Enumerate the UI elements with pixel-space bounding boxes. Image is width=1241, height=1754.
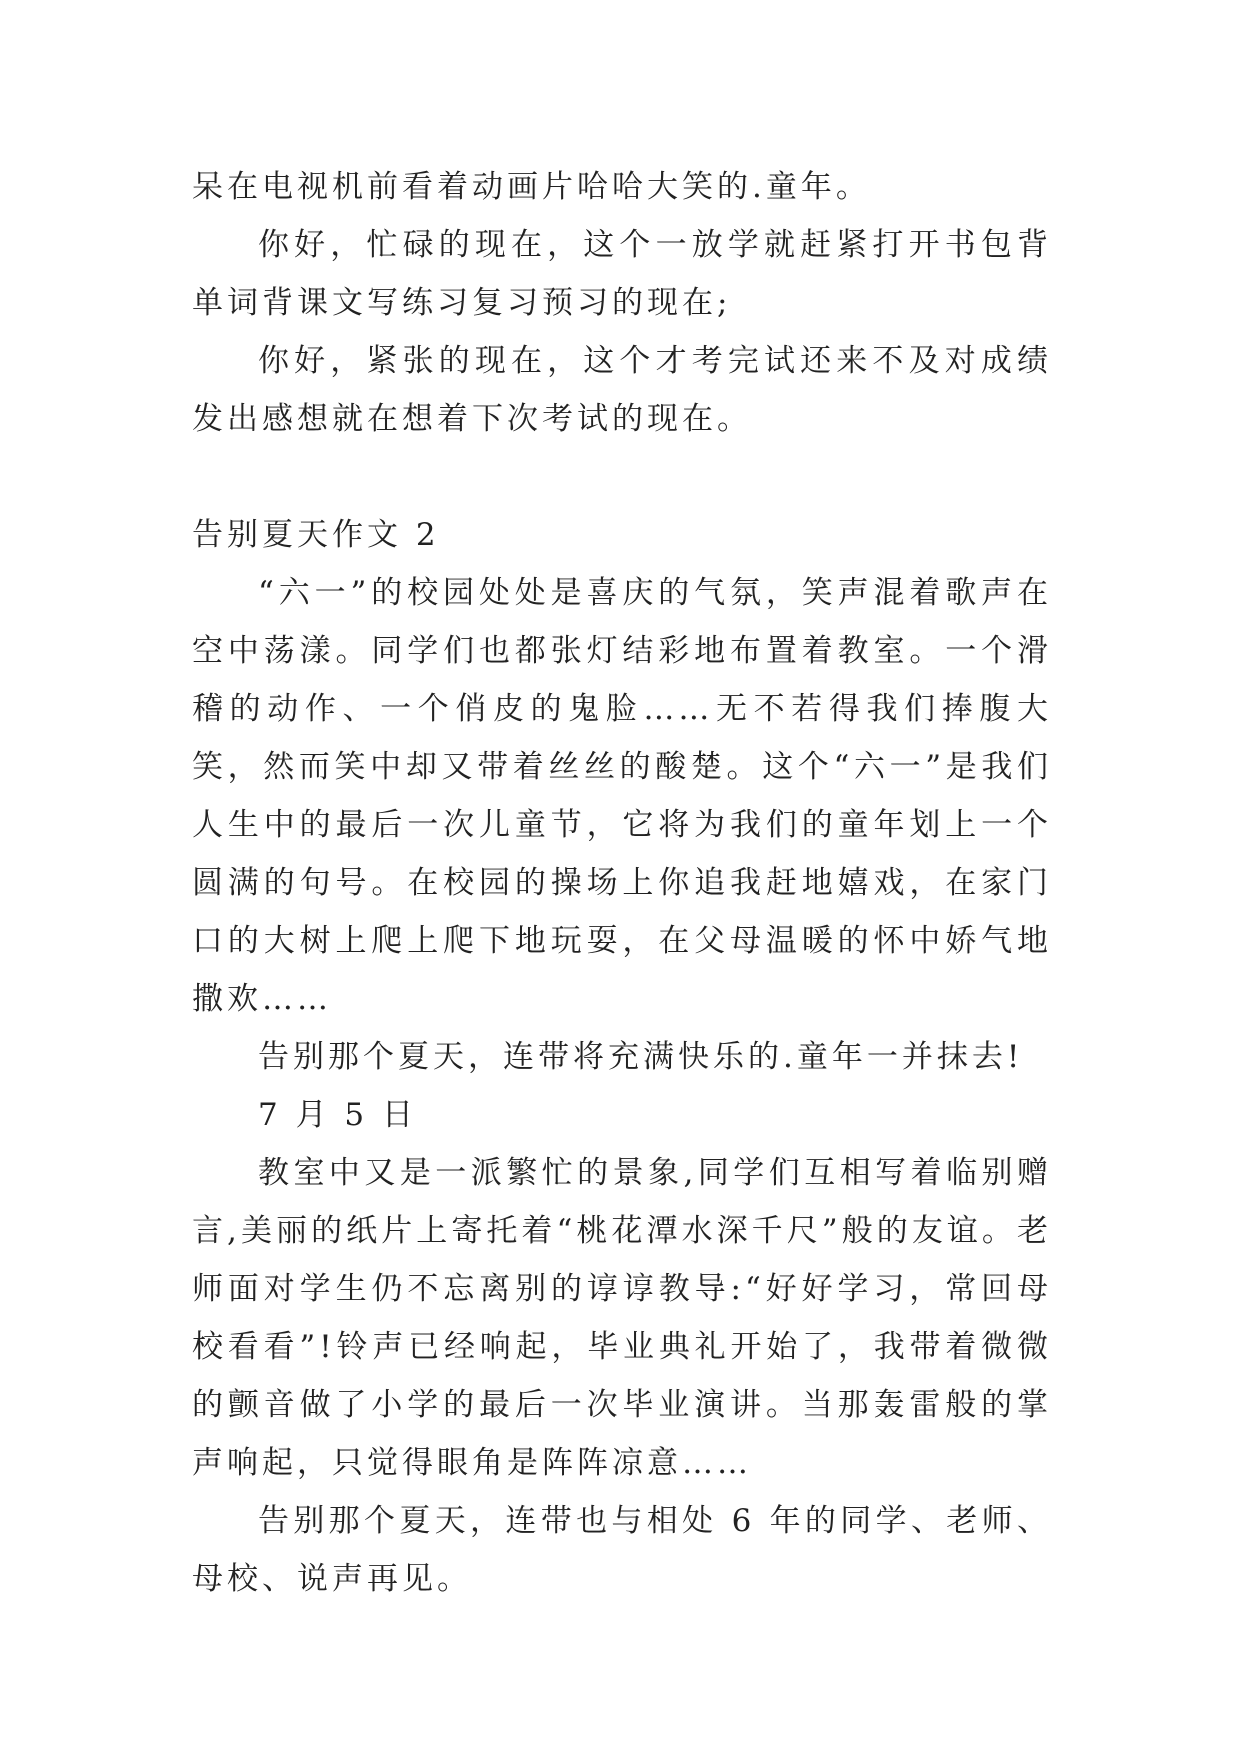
paragraph-1: 呆在电视机前看着动画片哈哈大笑的.童年。 bbox=[192, 169, 871, 205]
paragraph-3: 你好，紧张的现在，这个才考完试还来不及对成绩发出感想就在想着下次考试的现在。 bbox=[192, 343, 1052, 437]
paragraph-7: 教室中又是一派繁忙的景象,同学们互相写着临别赠言,美丽的纸片上寄托着“桃花潭水深千尺”般的友谊。老师面对学生仍不忘离别的谆谆教导:“好好学习，常回母校看看”!铃声已经响起，毕业典礼开始了，我带着微微的颤音做了小学的最后一次毕业演讲。当那轰雷般的掌声响起，只觉得眼角是阵阵凉意…… bbox=[192, 1155, 1052, 1481]
paragraph-2: 你好，忙碌的现在，这个一放学就赶紧打开书包背单词背课文写练习复习预习的现在; bbox=[192, 227, 1052, 321]
section-heading: 告别夏天作文 2 bbox=[192, 517, 440, 553]
paragraph-4: “六一”的校园处处是喜庆的气氛，笑声混着歌声在空中荡漾。同学们也都张灯结彩地布置着教室。一个滑稽的动作、一个俏皮的鬼脸……无不若得我们捧腹大笑，然而笑中却又带着丝丝的酸楚。这个“六一”是我们人生中的最后一次儿童节，它将为我们的童年划上一个圆满的句号。在校园的操场上你追我赶地嬉戏，在家门口的大树上爬上爬下地玩耍，在父母温暖的怀中娇气地撒欢…… bbox=[192, 575, 1052, 1017]
paragraph-8: 告别那个夏天，连带也与相处 6 年的同学、老师、母校、说声再见。 bbox=[192, 1503, 1052, 1597]
document-body bbox=[192, 158, 1052, 1608]
date-line: 7 月 5 日 bbox=[258, 1097, 418, 1133]
paragraph-5: 告别那个夏天，连带将充满快乐的.童年一并抹去! bbox=[258, 1039, 1024, 1075]
